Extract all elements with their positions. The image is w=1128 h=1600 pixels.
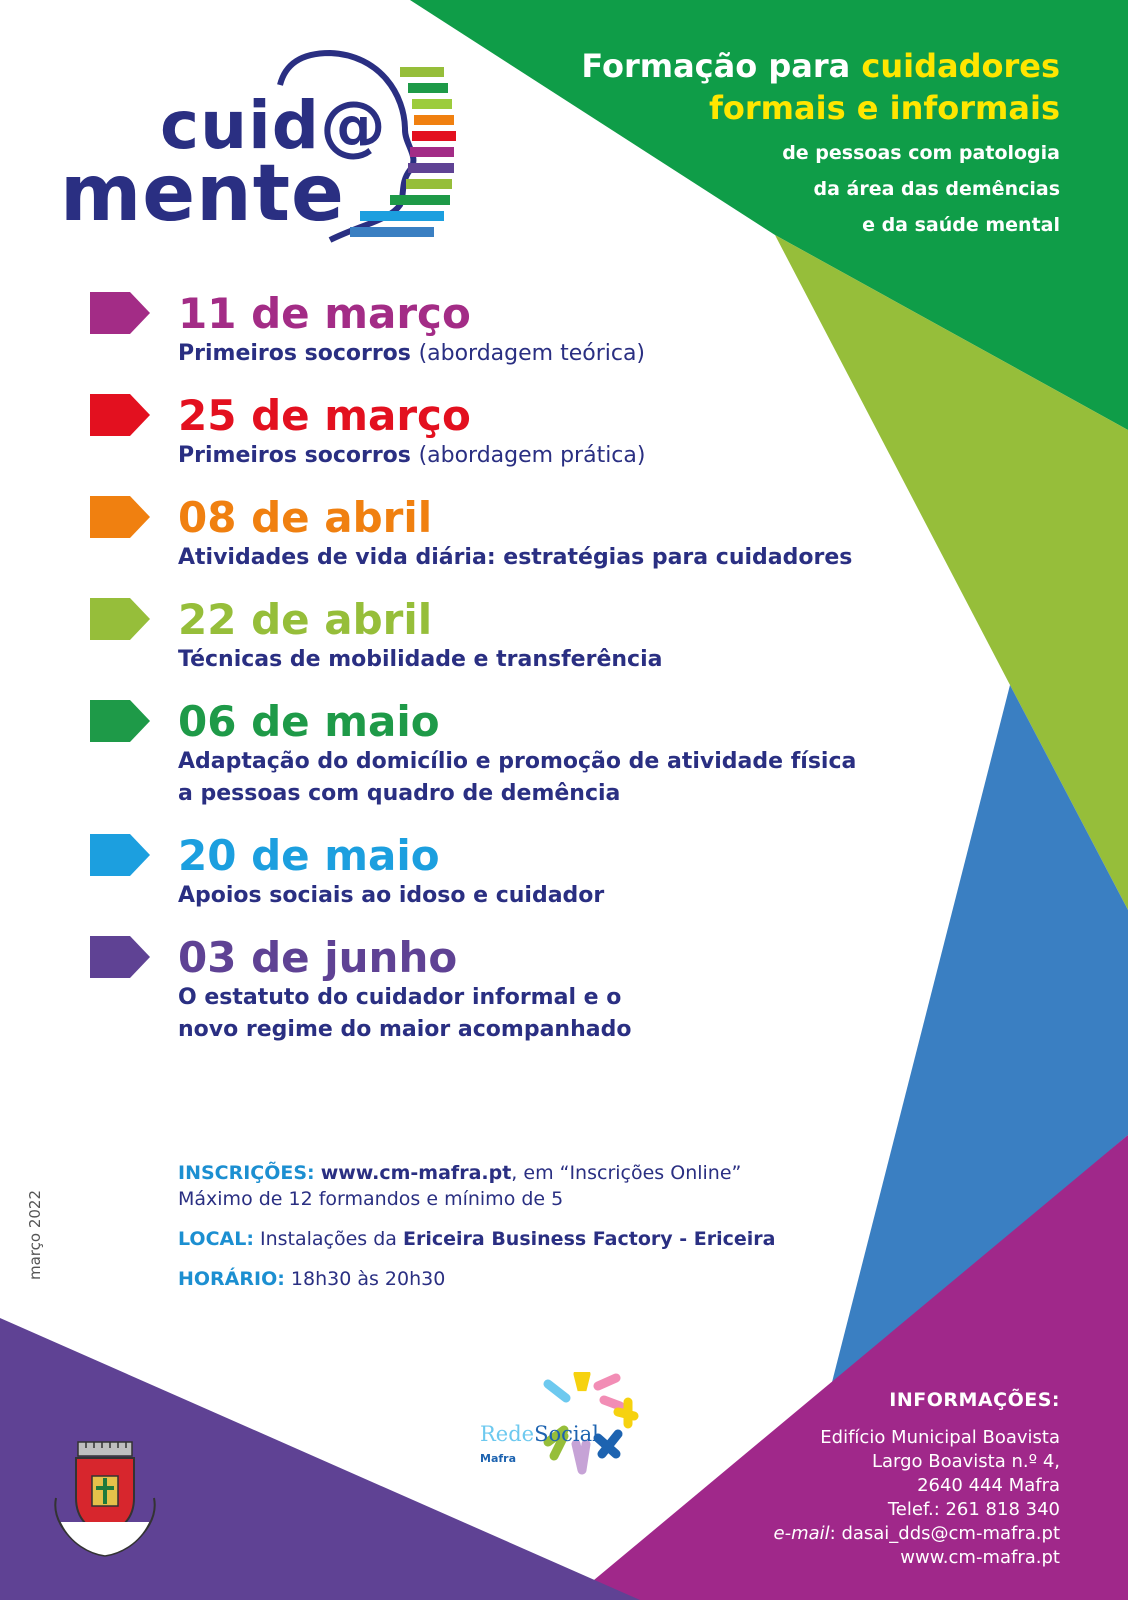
rede-social-wordmark	[480, 1422, 599, 1446]
event-note: (abordagem teórica)	[418, 341, 646, 366]
contact-email[interactable]	[774, 1522, 1060, 1546]
local-text: Instalações da	[259, 1228, 397, 1250]
arrow-icon	[90, 292, 150, 334]
event-date: 22 de abril	[178, 595, 433, 644]
header-subtitle	[581, 135, 1060, 243]
inscricoes-row	[178, 1160, 775, 1212]
horario-text: 18h30 às 20h30	[290, 1268, 446, 1290]
email-address: : dasai_dds@cm-mafra.pt	[829, 1523, 1060, 1544]
event-item	[90, 832, 990, 912]
contact-phone: Telef.: 261 818 340	[887, 1499, 1060, 1520]
inscricoes-label: INSCRIÇÕES:	[178, 1162, 315, 1184]
arrow-icon	[90, 834, 150, 876]
event-title: Apoios sociais ao idoso e cuidador	[178, 883, 605, 908]
logo-word-cuid: cuid@	[160, 87, 387, 164]
logo-word-mente: mente	[60, 149, 345, 239]
header-line2: formais e informais	[708, 88, 1060, 127]
horario-label: HORÁRIO:	[178, 1268, 285, 1290]
event-item	[90, 596, 990, 676]
contact-line1: Edifício Municipal Boavista	[820, 1427, 1060, 1448]
header-line1	[581, 46, 1060, 88]
event-date: 08 de abril	[178, 493, 433, 542]
header-sub2: da área das demências	[813, 178, 1060, 201]
inscricoes-limits: Máximo de 12 formandos e mínimo de 5	[178, 1188, 564, 1210]
rede-word: Rede	[480, 1422, 535, 1446]
event-list	[90, 290, 990, 1068]
header-sub1: de pessoas com patologia	[782, 142, 1060, 165]
inscricoes-rest: , em “Inscrições Online”	[511, 1162, 742, 1184]
arrow-icon	[90, 496, 150, 538]
cuidamente-logo	[60, 45, 480, 255]
event-note: (abordagem prática)	[418, 443, 646, 468]
registration-info	[178, 1160, 775, 1306]
crest-icon	[46, 1440, 164, 1560]
arrow-icon	[90, 700, 150, 742]
arrow-icon	[90, 598, 150, 640]
event-description	[178, 644, 990, 676]
contact-block	[774, 1388, 1060, 1570]
event-description	[178, 338, 990, 370]
rede-social-place: Mafra	[480, 1452, 517, 1465]
event-title: Adaptação do domicílio e promoção de atividade física	[178, 749, 857, 774]
event-item	[90, 698, 990, 810]
event-description	[178, 440, 990, 472]
event-description	[178, 542, 990, 574]
local-row	[178, 1226, 775, 1252]
header-sub3: e da saúde mental	[862, 214, 1060, 237]
event-title: Primeiros socorros	[178, 443, 411, 468]
arrow-icon	[90, 394, 150, 436]
event-title: Primeiros socorros	[178, 341, 411, 366]
event-item	[90, 494, 990, 574]
header-line1-prefix: Formação para	[581, 47, 851, 85]
contact-title: INFORMAÇÕES:	[889, 1389, 1060, 1411]
event-title-line2: a pessoas com quadro de demência	[178, 781, 621, 806]
event-date: 11 de março	[178, 289, 471, 338]
rede-social-logo	[478, 1372, 648, 1482]
header-block	[581, 46, 1060, 243]
event-description	[178, 880, 990, 912]
contact-website[interactable]: www.cm-mafra.pt	[900, 1547, 1060, 1568]
event-item	[90, 290, 990, 370]
event-title-line2: novo regime do maior acompanhado	[178, 1017, 632, 1042]
edition-date: março 2022	[26, 1189, 44, 1280]
event-date: 20 de maio	[178, 831, 440, 880]
social-word: Social	[534, 1422, 599, 1446]
event-item	[90, 934, 990, 1046]
event-title: O estatuto do cuidador informal e o	[178, 985, 622, 1010]
local-label: LOCAL:	[178, 1228, 254, 1250]
event-title: Atividades de vida diária: estratégias para cuidadores	[178, 545, 853, 570]
header-line1-highlight: cuidadores	[861, 47, 1060, 85]
contact-line3: 2640 444 Mafra	[917, 1475, 1060, 1496]
event-description	[178, 746, 990, 810]
event-title: Técnicas de mobilidade e transferência	[178, 647, 663, 672]
horario-row	[178, 1266, 775, 1292]
inscricoes-link[interactable]: www.cm-mafra.pt	[320, 1162, 512, 1184]
contact-line2: Largo Boavista n.º 4,	[871, 1451, 1060, 1472]
mafra-crest-logo	[46, 1440, 164, 1560]
event-description	[178, 982, 990, 1046]
email-label: e-mail	[773, 1523, 830, 1544]
event-date: 03 de junho	[178, 933, 458, 982]
local-place: Ericeira Business Factory - Ericeira	[403, 1228, 776, 1250]
event-item	[90, 392, 990, 472]
arrow-icon	[90, 936, 150, 978]
event-date: 25 de março	[178, 391, 471, 440]
event-date: 06 de maio	[178, 697, 440, 746]
